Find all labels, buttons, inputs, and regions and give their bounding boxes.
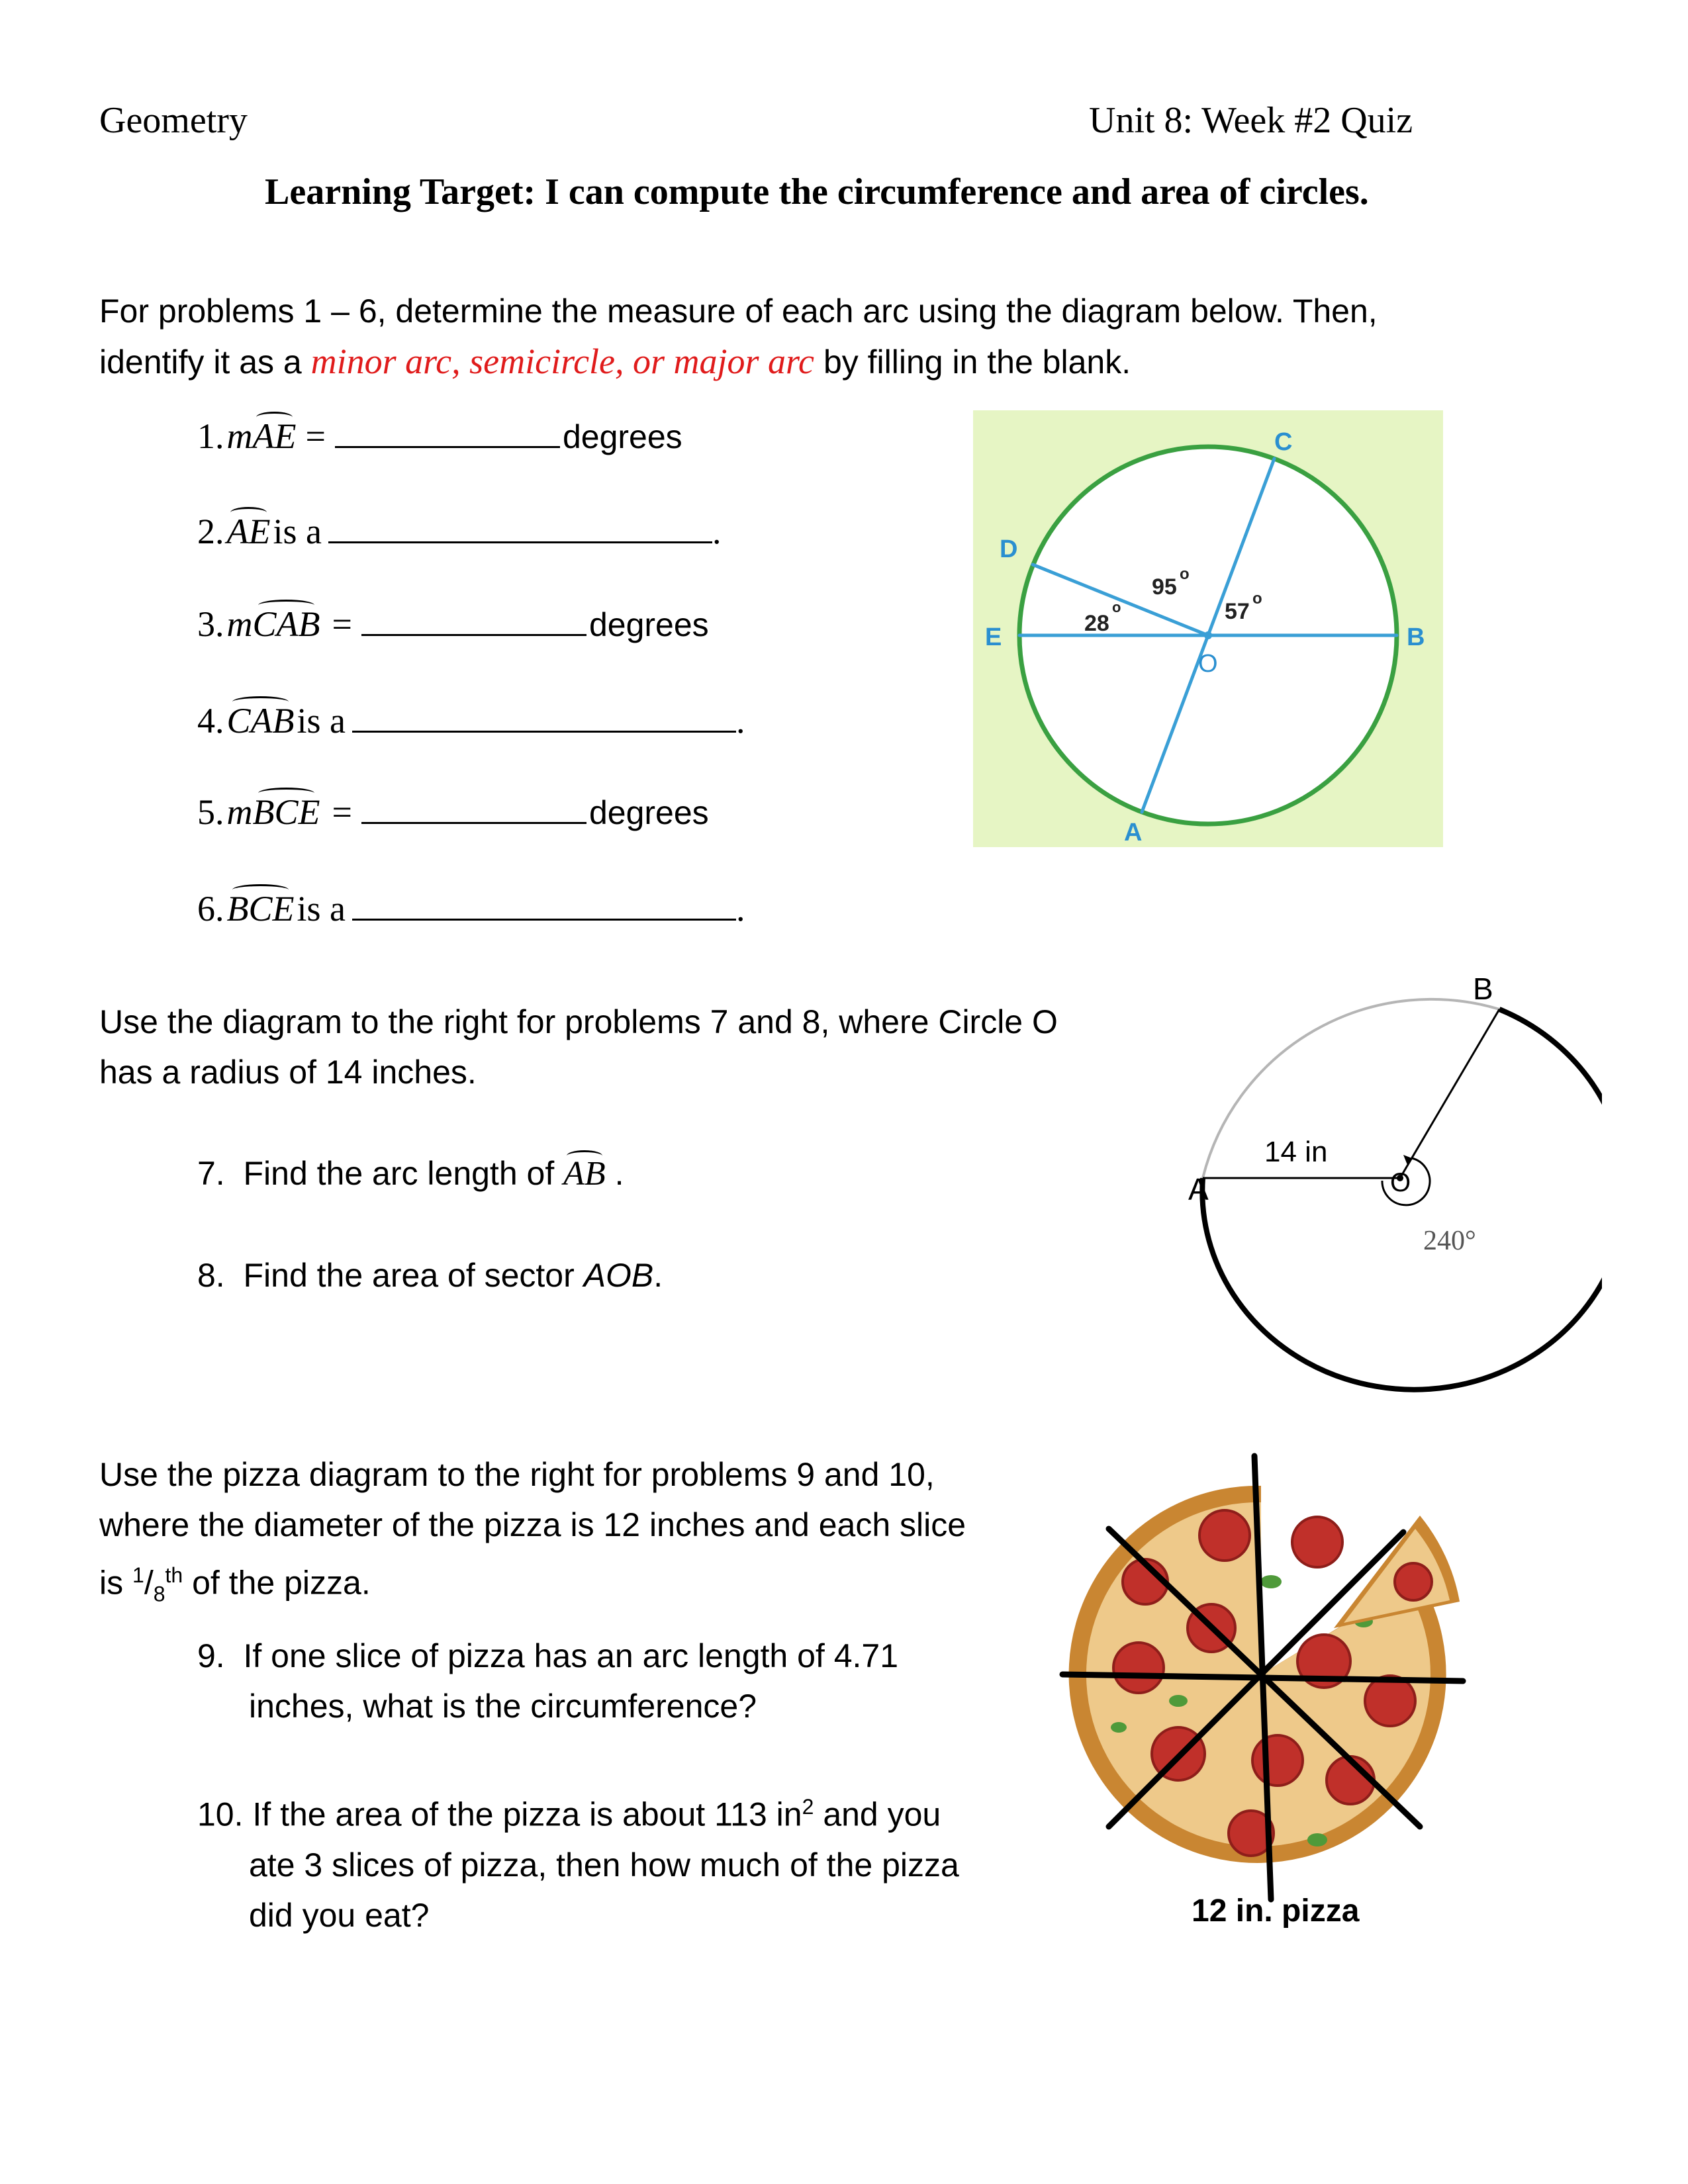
pepperoni <box>1365 1676 1415 1726</box>
problem-number: 7. <box>197 1155 225 1192</box>
degree-mark-28: o <box>1112 599 1121 615</box>
intro-text-end: of the pizza. <box>192 1564 371 1602</box>
problem-1 <box>197 416 682 457</box>
label-o: O <box>1390 1168 1411 1197</box>
subject-title: Geometry <box>99 100 248 141</box>
section3-intro-line3 <box>99 1550 371 1619</box>
problem-text: Find the arc length of <box>243 1155 555 1192</box>
degree-mark-57: o <box>1252 590 1262 608</box>
problem-5 <box>197 792 709 833</box>
is-text: is <box>99 1564 124 1602</box>
basil-leaf <box>1111 1722 1127 1733</box>
basil-leaf <box>1169 1695 1188 1707</box>
problem-text: Find the area of sector <box>243 1257 575 1294</box>
problem-7 <box>197 1154 624 1193</box>
equals-sign: = <box>332 604 352 644</box>
is-a-text: is a <box>297 889 346 929</box>
section2-intro-line2: has a radius of 14 inches. <box>99 1054 477 1091</box>
learning-target: Learning Target: I can compute the circumference and area of circles. <box>265 171 1369 212</box>
quiz-title: Unit 8: Week #2 Quiz <box>1089 100 1413 141</box>
section3-intro-line1: Use the pizza diagram to the right for problems 9 and 10, <box>99 1456 935 1493</box>
pizza-caption: 12 in. pizza <box>1192 1893 1360 1929</box>
problem-number: 10. <box>197 1796 244 1833</box>
major-arc-240 <box>1202 1009 1602 1390</box>
pepperoni <box>1252 1735 1303 1786</box>
answer-blank[interactable] <box>335 416 560 448</box>
basil-leaf <box>1260 1575 1282 1588</box>
section1-intro-line2 <box>99 336 1131 387</box>
period: . <box>736 889 745 929</box>
unit-label: degrees <box>562 418 682 455</box>
pepperoni <box>1395 1563 1432 1600</box>
problem-text: If one slice of pizza has an arc length of 4.71 <box>243 1637 899 1674</box>
problem-text-line2: inches, what is the circumference? <box>249 1688 757 1725</box>
label-e: E <box>985 623 1002 651</box>
measure-symbol: m <box>226 604 253 644</box>
problem-number: 8. <box>197 1257 225 1294</box>
arc-name: AE <box>226 512 271 551</box>
arc-name: AE <box>252 416 297 456</box>
problem-10 <box>197 1782 959 1940</box>
superscript: 2 <box>802 1795 814 1819</box>
degree-mark-95: o <box>1180 565 1190 583</box>
problem-9 <box>197 1631 898 1731</box>
ordinal-suffix: th <box>165 1563 183 1587</box>
is-a-text: is a <box>297 701 346 741</box>
fraction-slash: / <box>144 1564 154 1602</box>
label-o: O <box>1198 650 1218 678</box>
label-c: C <box>1274 428 1293 456</box>
intro-text: identify it as a <box>99 343 302 381</box>
label-a: A <box>1188 1172 1209 1206</box>
answer-blank[interactable] <box>352 888 736 921</box>
unit-label: degrees <box>588 794 709 831</box>
intro-text-end: by filling in the blank. <box>823 343 1131 381</box>
radius-label: 14 in <box>1264 1136 1328 1168</box>
period: . <box>614 1155 624 1192</box>
period: . <box>712 512 722 551</box>
angle-57: 57 <box>1225 599 1250 624</box>
answer-blank[interactable] <box>328 511 712 543</box>
problem-2 <box>197 511 721 552</box>
sector-name: AOB <box>583 1257 654 1294</box>
sector-diagram <box>1165 973 1602 1396</box>
problem-text-line2: ate 3 slices of pizza, then how much of the pizza <box>249 1846 959 1884</box>
answer-blank[interactable] <box>361 604 586 636</box>
arc-name: AB <box>563 1155 606 1193</box>
period: . <box>736 701 745 741</box>
arc-name: CAB <box>226 701 295 741</box>
pepperoni <box>1292 1517 1342 1567</box>
is-a-text: is a <box>273 512 322 551</box>
fraction-numerator: 1 <box>132 1563 144 1587</box>
problem-number: 5. <box>197 792 224 832</box>
angle-label: 240° <box>1423 1226 1476 1256</box>
label-a: A <box>1124 819 1143 846</box>
problem-3 <box>197 604 709 645</box>
angle-arrowhead <box>1403 1155 1412 1165</box>
angle-28: 28 <box>1084 611 1109 636</box>
measure-symbol: m <box>226 792 253 832</box>
problem-text: If the area of the pizza is about 113 in <box>252 1796 802 1833</box>
problem-text-cont: and you <box>823 1796 941 1833</box>
label-b: B <box>1407 623 1425 651</box>
equals-sign: = <box>305 416 326 456</box>
label-d: D <box>1000 535 1018 563</box>
section2-intro-line1: Use the diagram to the right for problems 7 and 8, where Circle O <box>99 1003 1058 1040</box>
problem-text-line3: did you eat? <box>249 1896 430 1934</box>
arc-measure-diagram <box>973 410 1443 847</box>
problem-number: 2. <box>197 512 224 551</box>
arc-name: BCE <box>252 792 320 832</box>
angle-95: 95 <box>1152 574 1177 600</box>
problem-number: 9. <box>197 1637 225 1674</box>
problem-4 <box>197 700 745 741</box>
answer-blank[interactable] <box>352 700 736 733</box>
basil-leaf <box>1307 1833 1327 1846</box>
arc-name: BCE <box>226 889 295 929</box>
problem-number: 4. <box>197 701 224 741</box>
pepperoni <box>1199 1510 1250 1561</box>
minor-arc <box>1203 999 1499 1178</box>
measure-symbol: m <box>226 416 253 456</box>
section3-intro-line2: where the diameter of the pizza is 12 inches and each slice <box>99 1506 966 1543</box>
section1-intro-line1: For problems 1 – 6, determine the measure of each arc using the diagram below. Then, <box>99 293 1378 330</box>
arc-types-highlight: minor arc, semicircle, or major arc <box>310 341 815 381</box>
label-b: B <box>1473 973 1493 1006</box>
pepperoni <box>1113 1643 1164 1693</box>
problem-8 <box>197 1256 663 1295</box>
radius-ob <box>1400 1009 1499 1178</box>
unit-label: degrees <box>588 606 709 643</box>
equals-sign: = <box>332 792 352 832</box>
arc-name: CAB <box>252 604 320 644</box>
center-point <box>1204 631 1212 639</box>
problem-number: 6. <box>197 889 224 929</box>
problem-number: 1. <box>197 416 224 456</box>
problem-6 <box>197 888 745 929</box>
period: . <box>653 1257 663 1294</box>
fraction-denominator: 8 <box>153 1582 165 1606</box>
answer-blank[interactable] <box>361 792 586 824</box>
pizza-image <box>1059 1449 1562 1906</box>
problem-number: 3. <box>197 604 224 644</box>
